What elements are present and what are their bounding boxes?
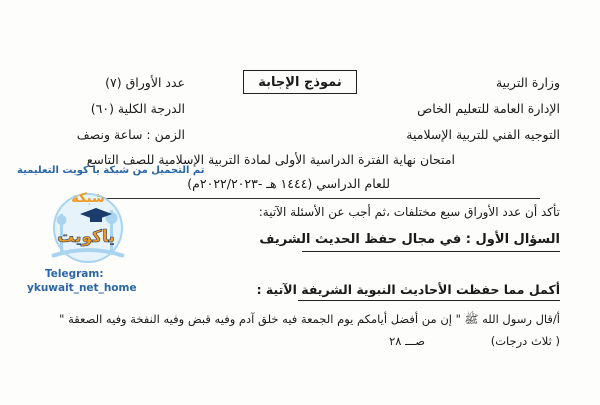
academic-year: للعام الدراسي (١٤٤٤ هـ -٢٠٢٢/٢٠٢٣م) [187, 176, 390, 191]
question1-subheading-underline [298, 300, 560, 301]
instruction-text: تأكد أن عدد الأوراق سبع مختلفات ،ثم أجب عن الأسئلة الآتية: [258, 205, 560, 219]
exam-title: امتحان نهاية الفترة الدراسية الأولى لمادة التربية الإسلامية للصف التاسع [86, 152, 455, 167]
marks-label: ( ثلاث درجات) [490, 334, 560, 348]
question1-heading: السؤال الأول : في مجال حفظ الحديث الشريف [259, 232, 560, 247]
watermark-telegram-label: Telegram: [45, 268, 104, 280]
duration-label: الزمن : ساعة ونصف [76, 127, 185, 142]
page-reference: صـــ ٢٨ [389, 334, 425, 348]
watermark-download-note: تم التحميل من شبكة يا كويت التعليمية [17, 165, 205, 176]
supervision-label: التوجيه الفني للتربية الإسلامية [406, 127, 560, 142]
answer-model-label: نموذج الإجابة [258, 74, 342, 90]
answer-model-box [243, 70, 357, 94]
question1-subheading: أكمل مما حفظت الأحاديث النبوية الشريفة الآتية : [256, 282, 560, 297]
logo-text-main: ياكويت [57, 227, 115, 247]
logo-tower-ball-left [57, 215, 67, 225]
graduation-cap-base [90, 216, 102, 222]
logo-text-top: شبكة [71, 191, 105, 206]
administration-label: الإدارة العامة للتعليم الخاص [417, 101, 560, 116]
hadith-text: أ/قال رسول الله ﷺ " إن من أفضل أيامكم يوم الجمعة فيه خلق آدم وفيه قبض وفيه النفخة وفيه الصعقة " [59, 312, 560, 326]
pages-count-label: عدد الأوراق (٧) [105, 75, 185, 90]
question1-heading-underline [302, 251, 560, 252]
site-logo [38, 180, 134, 268]
total-grade-label: الدرجة الكلية (٦٠) [90, 101, 185, 116]
header-divider [80, 198, 540, 199]
ministry-label: وزارة التربية [495, 75, 560, 90]
watermark-telegram-handle: ykuwait_net_home [27, 282, 137, 294]
